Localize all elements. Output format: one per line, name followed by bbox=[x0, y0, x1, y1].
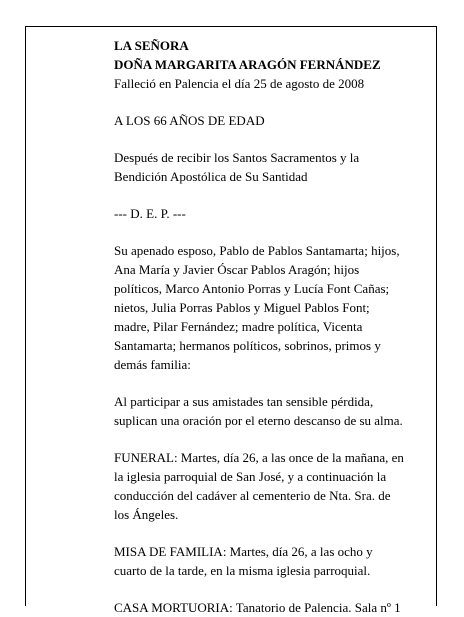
family-line: políticos, Marco Antonio Porras y Lucía Font Cañas; bbox=[114, 281, 390, 296]
request-line: Al participar a sus amistades tan sensible pérdida, bbox=[114, 394, 374, 409]
rip-line: --- D. E. P. --- bbox=[114, 206, 186, 221]
family-line: nietos, Julia Porras Pablos y Miguel Pablos Font; bbox=[114, 300, 370, 315]
mortuary-line: CASA MORTUORIA: Tanatorio de Palencia. Sala nº 1 bbox=[114, 600, 401, 615]
sacraments-line: Después de recibir los Santos Sacramentos y la bbox=[114, 150, 360, 165]
death-info: Falleció en Palencia el día 25 de agosto de 2008 bbox=[114, 76, 365, 91]
funeral-line: la iglesia parroquial de San José, y a continuación la bbox=[114, 469, 387, 484]
family-line: demás familia: bbox=[114, 357, 191, 372]
family-mass-line: MISA DE FAMILIA: Martes, día 26, a las ocho y bbox=[114, 544, 373, 559]
family-line: madre, Pilar Fernández; madre política, Vicenta bbox=[114, 319, 363, 334]
header-title: LA SEÑORA bbox=[114, 38, 189, 53]
family-mass-line: cuarto de la tarde, en la misma iglesia parroquial. bbox=[114, 563, 371, 578]
funeral-line: conducción del cadáver al cementerio de Nta. Sra. de bbox=[114, 488, 391, 503]
obituary-notice bbox=[114, 36, 432, 617]
deceased-name: DOÑA MARGARITA ARAGÓN FERNÁNDEZ bbox=[114, 57, 381, 72]
sacraments-line: Bendición Apostólica de Su Santidad bbox=[114, 169, 308, 184]
funeral-line: FUNERAL: Martes, día 26, a las once de la mañana, en bbox=[114, 450, 404, 465]
age-line: A LOS 66 AÑOS DE EDAD bbox=[114, 113, 265, 128]
funeral-line: los Ángeles. bbox=[114, 507, 179, 522]
family-line: Santamarta; hermanos políticos, sobrinos, primos y bbox=[114, 338, 381, 353]
family-line: Ana María y Javier Óscar Pablos Aragón; hijos bbox=[114, 262, 360, 277]
request-line: suplican una oración por el eterno descanso de su alma. bbox=[114, 413, 403, 428]
family-line: Su apenado esposo, Pablo de Pablos Santamarta; hijos, bbox=[114, 243, 400, 258]
